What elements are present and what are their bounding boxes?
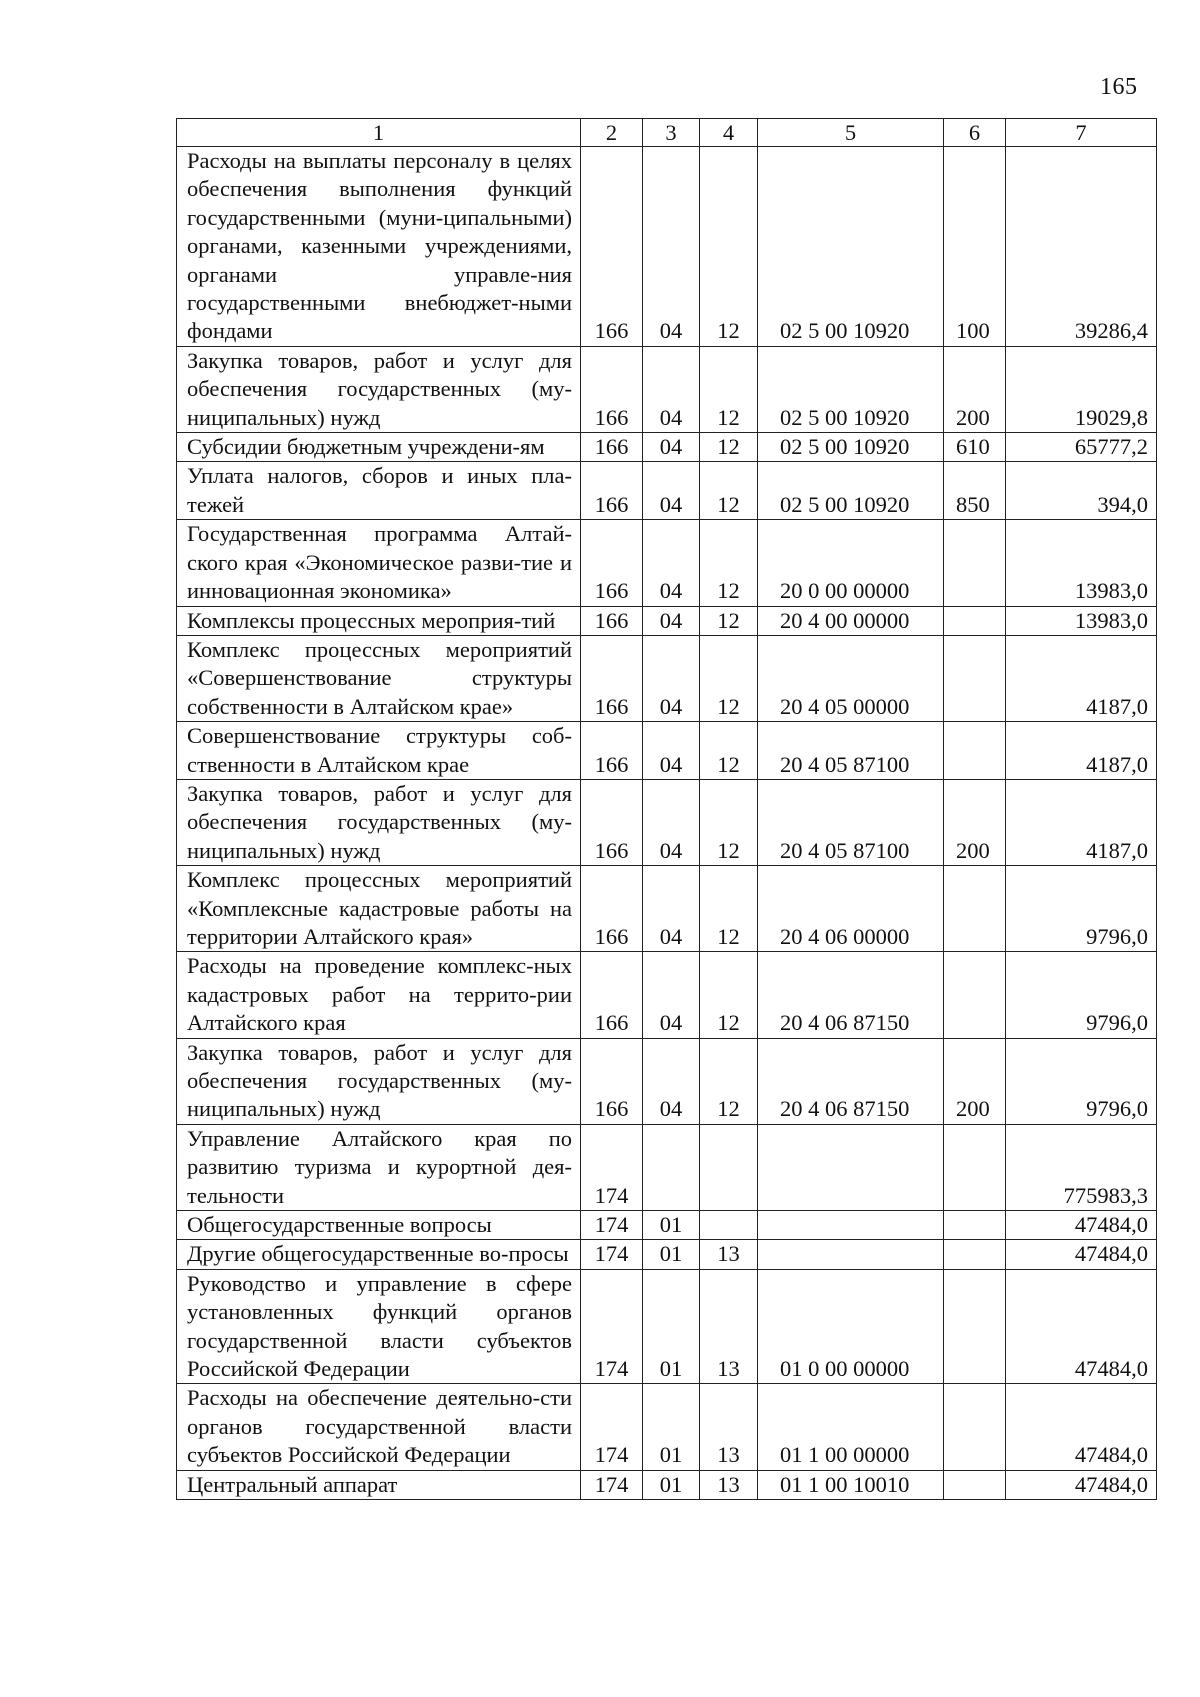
target-article-cell: 20 4 05 87100	[758, 722, 944, 780]
target-article-cell: 20 0 00 00000	[758, 520, 944, 606]
table-row	[177, 147, 1157, 347]
amount-cell: 9796,0	[1006, 952, 1157, 1038]
section-code-cell: 04	[643, 1038, 700, 1124]
expense-name-cell: Закупка товаров, работ и услуг для обеспечения государственных (му-ниципальных) нужд	[177, 1038, 581, 1124]
admin-code-cell: 166	[581, 433, 643, 462]
target-article-cell: 02 5 00 10920	[758, 462, 944, 520]
expense-type-cell	[944, 1269, 1006, 1384]
table-row	[177, 1384, 1157, 1470]
table-row	[177, 1038, 1157, 1124]
table-row	[177, 433, 1157, 462]
expense-name-cell: Закупка товаров, работ и услуг для обеспечения государственных (му-ниципальных) нужд	[177, 779, 581, 865]
amount-cell: 13983,0	[1006, 520, 1157, 606]
expense-type-cell: 850	[944, 462, 1006, 520]
admin-code-cell: 166	[581, 952, 643, 1038]
header-row	[177, 119, 1157, 147]
subsection-code-cell	[700, 1211, 758, 1240]
expense-type-cell	[944, 635, 1006, 721]
section-code-cell	[643, 1124, 700, 1210]
amount-cell: 65777,2	[1006, 433, 1157, 462]
expense-name-cell: Комплекс процессных мероприятий «Комплексные кадастровые работы на территории Алтайского края»	[177, 866, 581, 952]
target-article-cell	[758, 1211, 944, 1240]
expense-name-cell: Государственная программа Алтай-ского края «Экономическое разви-тие и инновационная экономика»	[177, 520, 581, 606]
subsection-code-cell: 13	[700, 1470, 758, 1499]
table-row	[177, 1470, 1157, 1499]
section-code-cell: 04	[643, 606, 700, 635]
target-article-cell: 20 4 05 87100	[758, 779, 944, 865]
expense-name-cell: Комплексы процессных мероприя-тий	[177, 606, 581, 635]
col-5-header: 5	[758, 119, 944, 147]
expense-name-cell: Расходы на проведение комплекс-ных кадастровых работ на террито-рии Алтайского края	[177, 952, 581, 1038]
expense-type-cell	[944, 1470, 1006, 1499]
subsection-code-cell: 12	[700, 779, 758, 865]
page-number: 165	[1100, 74, 1138, 100]
admin-code-cell: 166	[581, 779, 643, 865]
expense-name-cell: Совершенствование структуры соб-ственности в Алтайском крае	[177, 722, 581, 780]
expense-name-cell: Другие общегосударственные во-просы	[177, 1240, 581, 1269]
table-row	[177, 1211, 1157, 1240]
table-row	[177, 520, 1157, 606]
section-code-cell: 01	[643, 1269, 700, 1384]
section-code-cell: 01	[643, 1211, 700, 1240]
table-body	[177, 147, 1157, 1500]
subsection-code-cell: 13	[700, 1269, 758, 1384]
section-code-cell: 04	[643, 520, 700, 606]
expense-name-cell: Расходы на выплаты персоналу в целях обеспечения выполнения функций государственными (муни-ципальными) органами, казенными учреждениями, органами управле-ния государственными внебюджет-ными фондами	[177, 147, 581, 347]
section-code-cell: 04	[643, 433, 700, 462]
expense-name-cell: Уплата налогов, сборов и иных пла-тежей	[177, 462, 581, 520]
target-article-cell: 20 4 06 87150	[758, 952, 944, 1038]
expense-type-cell: 200	[944, 779, 1006, 865]
amount-cell: 19029,8	[1006, 346, 1157, 432]
expense-type-cell	[944, 606, 1006, 635]
admin-code-cell: 166	[581, 462, 643, 520]
subsection-code-cell: 13	[700, 1384, 758, 1470]
expense-type-cell	[944, 722, 1006, 780]
expense-type-cell: 100	[944, 147, 1006, 347]
expense-type-cell: 200	[944, 346, 1006, 432]
admin-code-cell: 174	[581, 1124, 643, 1210]
expense-type-cell	[944, 1211, 1006, 1240]
expense-type-cell: 610	[944, 433, 1006, 462]
amount-cell: 13983,0	[1006, 606, 1157, 635]
target-article-cell	[758, 1124, 944, 1210]
section-code-cell: 04	[643, 866, 700, 952]
target-article-cell	[758, 1240, 944, 1269]
section-code-cell: 04	[643, 346, 700, 432]
expense-name-cell: Руководство и управление в сфере установленных функций органов государственной власти субъектов Российской Федерации	[177, 1269, 581, 1384]
target-article-cell: 20 4 05 00000	[758, 635, 944, 721]
expense-type-cell	[944, 952, 1006, 1038]
section-code-cell: 04	[643, 147, 700, 347]
section-code-cell: 04	[643, 722, 700, 780]
col-1-header: 1	[177, 119, 581, 147]
col-6-header: 6	[944, 119, 1006, 147]
table-row	[177, 722, 1157, 780]
admin-code-cell: 166	[581, 346, 643, 432]
target-article-cell: 02 5 00 10920	[758, 346, 944, 432]
subsection-code-cell: 12	[700, 1038, 758, 1124]
amount-cell: 47484,0	[1006, 1240, 1157, 1269]
section-code-cell: 04	[643, 779, 700, 865]
amount-cell: 47484,0	[1006, 1384, 1157, 1470]
admin-code-cell: 174	[581, 1240, 643, 1269]
table-row	[177, 346, 1157, 432]
expense-name-cell: Комплекс процессных мероприятий «Совершенствование структуры собственности в Алтайском крае»	[177, 635, 581, 721]
target-article-cell: 20 4 00 00000	[758, 606, 944, 635]
amount-cell: 4187,0	[1006, 635, 1157, 721]
admin-code-cell: 166	[581, 147, 643, 347]
section-code-cell: 01	[643, 1384, 700, 1470]
table-row	[177, 952, 1157, 1038]
expense-name-cell: Закупка товаров, работ и услуг для обеспечения государственных (му-ниципальных) нужд	[177, 346, 581, 432]
subsection-code-cell: 12	[700, 606, 758, 635]
table-row	[177, 1124, 1157, 1210]
col-3-header: 3	[643, 119, 700, 147]
subsection-code-cell: 13	[700, 1240, 758, 1269]
subsection-code-cell: 12	[700, 433, 758, 462]
amount-cell: 4187,0	[1006, 722, 1157, 780]
amount-cell: 775983,3	[1006, 1124, 1157, 1210]
admin-code-cell: 166	[581, 1038, 643, 1124]
col-2-header: 2	[581, 119, 643, 147]
amount-cell: 47484,0	[1006, 1470, 1157, 1499]
table-row	[177, 1269, 1157, 1384]
subsection-code-cell: 12	[700, 866, 758, 952]
amount-cell: 47484,0	[1006, 1211, 1157, 1240]
table-row	[177, 1240, 1157, 1269]
expense-name-cell: Расходы на обеспечение деятельно-сти органов государственной власти субъектов Российской Федерации	[177, 1384, 581, 1470]
table-header	[177, 119, 1157, 147]
expense-type-cell	[944, 1240, 1006, 1269]
table-row	[177, 866, 1157, 952]
subsection-code-cell: 12	[700, 635, 758, 721]
amount-cell: 47484,0	[1006, 1269, 1157, 1384]
amount-cell: 39286,4	[1006, 147, 1157, 347]
target-article-cell: 20 4 06 00000	[758, 866, 944, 952]
section-code-cell: 04	[643, 635, 700, 721]
admin-code-cell: 166	[581, 866, 643, 952]
subsection-code-cell	[700, 1124, 758, 1210]
amount-cell: 9796,0	[1006, 866, 1157, 952]
table-row	[177, 606, 1157, 635]
target-article-cell: 20 4 06 87150	[758, 1038, 944, 1124]
admin-code-cell: 174	[581, 1384, 643, 1470]
admin-code-cell: 174	[581, 1269, 643, 1384]
admin-code-cell: 174	[581, 1470, 643, 1499]
budget-table	[176, 118, 1157, 1500]
admin-code-cell: 166	[581, 606, 643, 635]
admin-code-cell: 166	[581, 635, 643, 721]
expense-type-cell	[944, 866, 1006, 952]
section-code-cell: 01	[643, 1240, 700, 1269]
subsection-code-cell: 12	[700, 952, 758, 1038]
expense-type-cell: 200	[944, 1038, 1006, 1124]
subsection-code-cell: 12	[700, 147, 758, 347]
target-article-cell: 01 0 00 00000	[758, 1269, 944, 1384]
admin-code-cell: 174	[581, 1211, 643, 1240]
table-row	[177, 635, 1157, 721]
section-code-cell: 01	[643, 1470, 700, 1499]
target-article-cell: 02 5 00 10920	[758, 147, 944, 347]
target-article-cell: 01 1 00 00000	[758, 1384, 944, 1470]
expense-name-cell: Центральный аппарат	[177, 1470, 581, 1499]
table-row	[177, 779, 1157, 865]
target-article-cell: 02 5 00 10920	[758, 433, 944, 462]
amount-cell: 394,0	[1006, 462, 1157, 520]
expense-name-cell: Субсидии бюджетным учреждени-ям	[177, 433, 581, 462]
target-article-cell: 01 1 00 10010	[758, 1470, 944, 1499]
subsection-code-cell: 12	[700, 346, 758, 432]
subsection-code-cell: 12	[700, 722, 758, 780]
col-4-header: 4	[700, 119, 758, 147]
admin-code-cell: 166	[581, 722, 643, 780]
amount-cell: 4187,0	[1006, 779, 1157, 865]
expense-type-cell	[944, 1124, 1006, 1210]
admin-code-cell: 166	[581, 520, 643, 606]
amount-cell: 9796,0	[1006, 1038, 1157, 1124]
expense-name-cell: Управление Алтайского края по развитию туризма и курортной дея-тельности	[177, 1124, 581, 1210]
subsection-code-cell: 12	[700, 462, 758, 520]
table-row	[177, 462, 1157, 520]
expense-type-cell	[944, 520, 1006, 606]
expense-type-cell	[944, 1384, 1006, 1470]
col-7-header: 7	[1006, 119, 1157, 147]
expense-name-cell: Общегосударственные вопросы	[177, 1211, 581, 1240]
section-code-cell: 04	[643, 462, 700, 520]
section-code-cell: 04	[643, 952, 700, 1038]
subsection-code-cell: 12	[700, 520, 758, 606]
